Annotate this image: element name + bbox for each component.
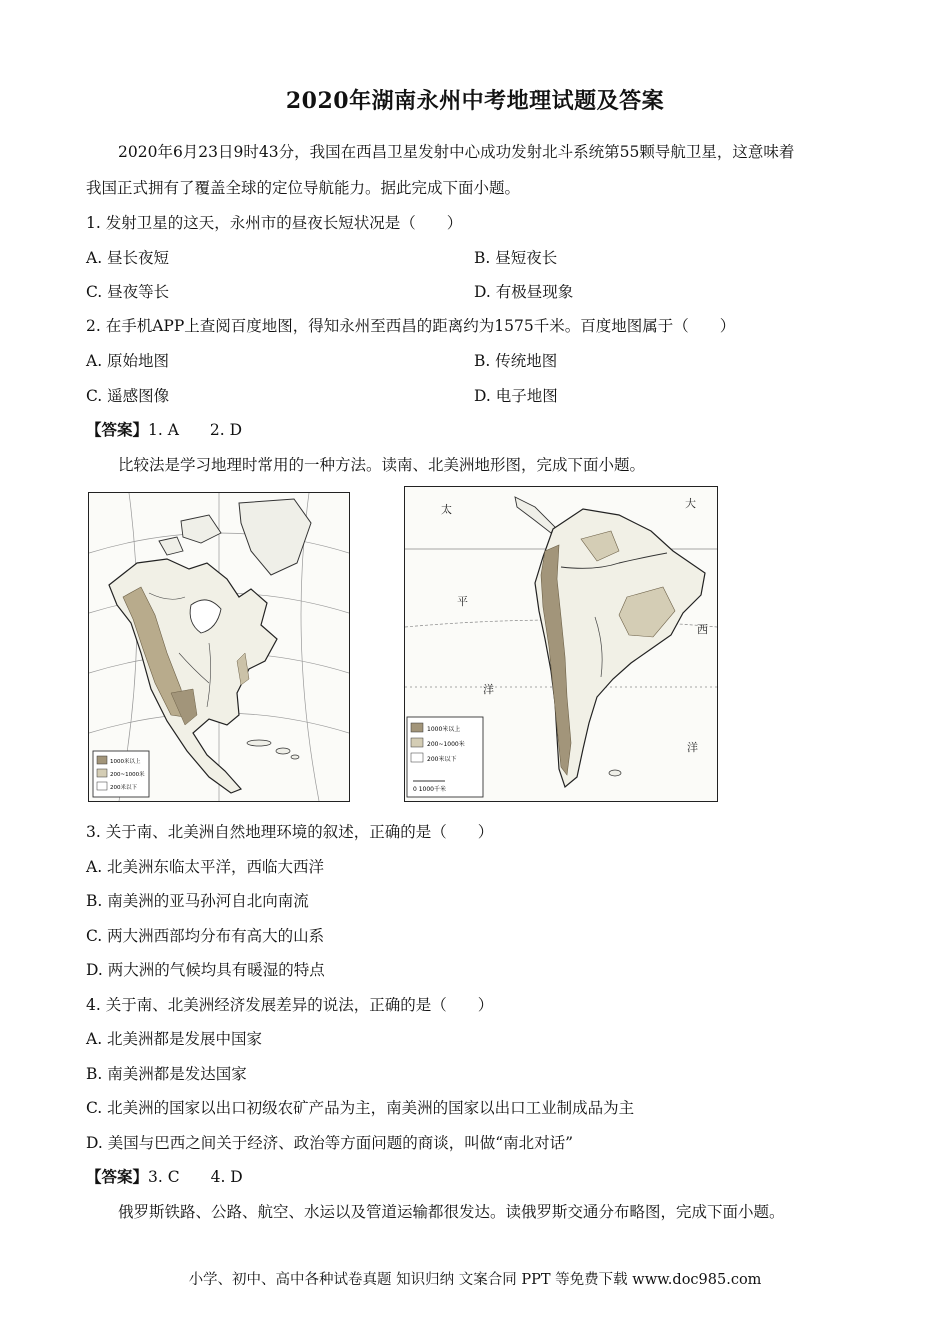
question-4-option-d: D. 美国与巴西之间关于经济、政治等方面问题的商谈，叫做“南北对话” <box>86 1134 574 1152</box>
north-america-map-drawing <box>89 493 349 801</box>
footer-link-text[interactable]: 小学、初中、高中各种试卷真题 知识归纳 文案合同 PPT 等免费下载 www.doc985.com <box>188 1272 762 1288</box>
document-title: 2020年湖南永州中考地理试题及答案 <box>285 88 665 114</box>
question-1-option-c: C. 昼夜等长 <box>86 283 170 301</box>
question-4-option-a: A. 北美洲都是发展中国家 <box>86 1030 263 1048</box>
intro-3: 俄罗斯铁路、公路、航空、水运以及管道运输都很发达。读俄罗斯交通分布略图，完成下面小题。 <box>118 1203 785 1221</box>
sa-legend-3: 200米以下 <box>427 756 457 763</box>
question-4-option-b: B. 南美洲都是发达国家 <box>86 1065 247 1083</box>
question-2-option-d: D. 电子地图 <box>474 387 558 405</box>
north-america-map <box>88 492 350 802</box>
question-1-stem: 1. 发射卫星的这天，永州市的昼夜长短状况是（ ） <box>86 214 463 232</box>
intro-line-1: 2020年6月23日9时43分，我国在西昌卫星发射中心成功发射北斗系统第55颗导航卫星，这意味着 <box>118 143 795 161</box>
south-america-map <box>404 486 718 802</box>
na-legend-3: 200米以下 <box>110 785 137 791</box>
intro-line-2: 我国正式拥有了覆盖全球的定位导航能力。据此完成下面小题。 <box>86 179 521 197</box>
intro-2: 比较法是学习地理时常用的一种方法。读南、北美洲地形图，完成下面小题。 <box>118 456 646 474</box>
sa-label-xi: 西 <box>697 623 708 636</box>
sa-legend-scale: 0 1000千米 <box>413 786 446 793</box>
answer-label-2: 【答案】 <box>86 1167 149 1186</box>
question-3-option-c: C. 两大洲西部均分布有高大的山系 <box>86 927 325 945</box>
question-4-option-c: C. 北美洲的国家以出口初级农矿产品为主，南美洲的国家以出口工业制成品为主 <box>86 1099 635 1117</box>
sa-label-yang: 洋 <box>483 683 494 696</box>
answer-text: 1. A 2. D <box>148 421 243 439</box>
na-legend-1: 1000米以上 <box>110 759 141 765</box>
question-1-option-d: D. 有极昼现象 <box>474 283 574 301</box>
sa-label-tai: 太 <box>441 503 452 516</box>
question-2-option-c: C. 遥感图像 <box>86 387 170 405</box>
question-4-stem: 4. 关于南、北美洲经济发展差异的说法，正确的是（ ） <box>86 996 494 1014</box>
question-3-stem: 3. 关于南、北美洲自然地理环境的叙述，正确的是（ ） <box>86 823 494 841</box>
sa-legend-1: 1000米以上 <box>427 726 461 733</box>
question-2-stem: 2. 在手机APP上查阅百度地图，得知永州至西昌的距离约为1575千米。百度地图属于（ ） <box>86 317 736 335</box>
question-2-option-a: A. 原始地图 <box>86 352 170 370</box>
question-2-option-b: B. 传统地图 <box>474 352 558 370</box>
na-legend-2: 200~1000米 <box>110 772 145 778</box>
sa-label-da: 大 <box>685 497 696 510</box>
question-1-option-b: B. 昼短夜长 <box>474 249 558 267</box>
question-3-option-a: A. 北美洲东临太平洋，西临大西洋 <box>86 858 325 876</box>
south-america-map-drawing <box>405 487 717 801</box>
sa-legend-2: 200~1000米 <box>427 741 465 748</box>
south-america-legend <box>407 717 483 797</box>
sa-label-ping: 平 <box>457 595 468 608</box>
question-3-option-b: B. 南美洲的亚马孙河自北向南流 <box>86 892 309 910</box>
answer-block-2 <box>86 1167 243 1187</box>
question-1-option-a: A. 昼长夜短 <box>86 249 170 267</box>
answer-text-2: 3. C 4. D <box>148 1168 243 1186</box>
question-3-option-d: D. 两大洲的气候均具有暖湿的特点 <box>86 961 325 979</box>
north-america-legend <box>93 751 149 797</box>
sa-label-yang-2: 洋 <box>687 741 698 754</box>
answer-block-1 <box>86 420 242 440</box>
answer-label: 【答案】 <box>86 420 149 439</box>
